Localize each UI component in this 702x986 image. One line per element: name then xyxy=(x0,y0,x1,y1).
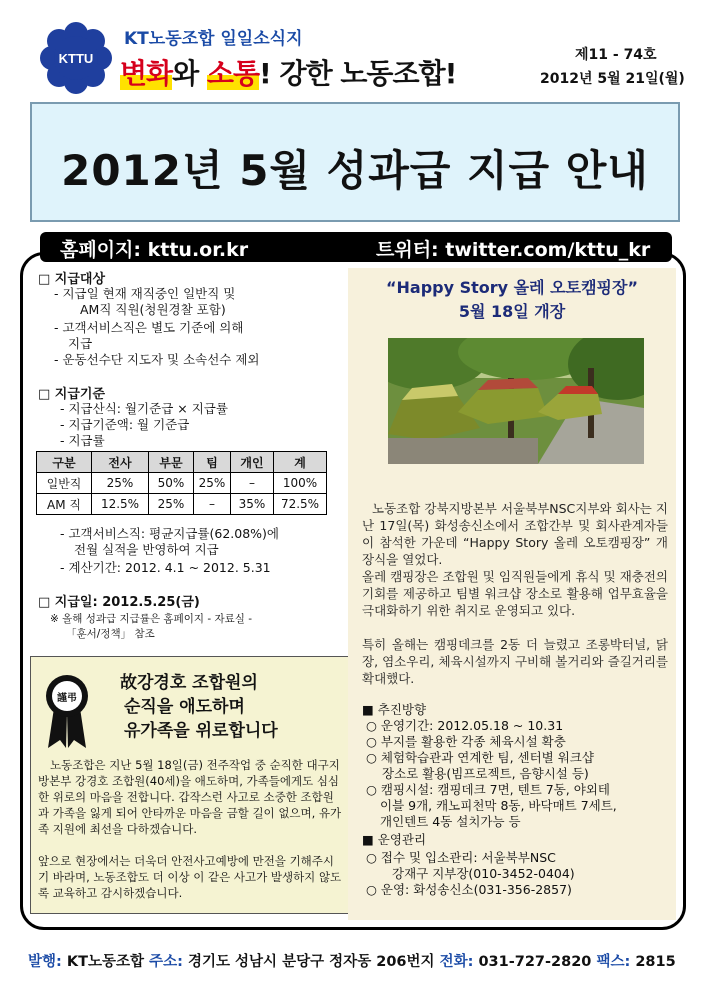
table-cell: 일반직 xyxy=(37,473,92,494)
camping-paragraph: 특히 올해는 캠핑데크를 2동 더 늘렸고 조롱박터널, 닭장, 염소우리, 체육시설까지 구비해 볼거리와 즐길거리를 확대했다. xyxy=(362,637,668,686)
table-cell: 50% xyxy=(149,473,194,494)
table-cell: 12.5% xyxy=(92,494,149,515)
table-header: 부문 xyxy=(149,452,194,473)
kttu-logo xyxy=(40,22,112,94)
eligibility-item: AM직 직원(청원경찰 포함) xyxy=(80,302,226,317)
slogan-rest: ! 강한 노동조합! xyxy=(259,57,457,90)
direction-item: ○ 체험학습관과 연계한 팀, 센터별 워크샵 xyxy=(366,750,594,765)
table-cell: 72.5% xyxy=(274,494,327,515)
table-cell: 35% xyxy=(231,494,274,515)
footer xyxy=(28,950,676,971)
slogan xyxy=(120,52,456,92)
criteria-item: 전월 실적을 반영하여 지급 xyxy=(74,542,219,557)
table-cell: – xyxy=(194,494,231,515)
management-item: ○ 접수 및 입소관리: 서울북부NSC xyxy=(366,850,556,865)
direction-item: 이블 9개, 캐노피천막 8동, 바닥매트 7세트, xyxy=(380,798,617,813)
footer-publisher: KT노동조합 xyxy=(66,954,145,970)
section-criteria-title: □ 지급기준 xyxy=(38,387,106,402)
footer-phone: 031-727-2820 xyxy=(478,954,592,970)
criteria-item: - 지급률 xyxy=(60,433,105,448)
criteria-item: - 고객서비스직: 평균지급률(62.08%)에 xyxy=(60,526,279,541)
memorial-body: 노동조합은 지난 5월 18일(금) 전주작업 중 순직한 대구지방본부 강경호 조합원(40세)을 애도하며, 가족들에게도 심심한 위로의 마음을 전합니다. 갑작스런 사고로 소중한 조합원과 가족을 잃게 되어 안타까운 마음을 금할 길이 없으며, 유가족 지원에 최선을 다하겠습니다. xyxy=(38,758,342,836)
camping-title-line: 5월 18일 개장 xyxy=(458,302,566,321)
management-item: 강재구 지부장(010-3452-0404) xyxy=(392,866,575,881)
eligibility-item: 지급 xyxy=(68,336,93,351)
twitter-link[interactable]: 트위터: twitter.com/kttu_kr xyxy=(376,239,651,261)
footer-label-phone: 전화: xyxy=(439,954,474,970)
paydate-note: ※ 올해 성과급 지급률은 홈페이지 - 자료실 - xyxy=(50,613,253,625)
paydate-note: 「훈서/정책」 참조 xyxy=(66,628,155,640)
criteria-item: - 지급산식: 월기준급 × 지급률 xyxy=(60,401,228,416)
table-cell: 25% xyxy=(149,494,194,515)
issue-date: 2012년 5월 21일(월) xyxy=(540,71,685,87)
footer-label-address: 주소: xyxy=(149,954,183,970)
homepage-link[interactable]: 홈페이지: kttu.or.kr xyxy=(60,239,249,261)
memorial-title-line: 유가족을 위로합니다 xyxy=(124,721,278,741)
footer-label-fax: 팩스: xyxy=(596,954,631,970)
table-header: 개인 xyxy=(231,452,274,473)
direction-item: ○ 부지를 활용한 각종 체육시설 확충 xyxy=(366,734,566,749)
main-title: 2012년 5월 성과급 지급 안내 xyxy=(61,146,649,195)
camping-paragraph: 노동조합 강북지방본부 서울북부NSC지부와 회사는 지난 17일(목) 화성송신소에서 조합간부 및 회사관계자들이 참석한 가운데 “Happy Story 올레 오토캠핑장” 개장식을 열었다. xyxy=(362,501,668,567)
table-cell: – xyxy=(231,473,274,494)
section-paydate-title: □ 지급일: 2012.5.25(금) xyxy=(38,595,200,610)
ribbon-text: 謹弔 xyxy=(57,693,77,704)
newsletter-name: KT노동조합 일일소식지 xyxy=(124,29,303,49)
direction-item: 장소로 활용(빔프로젝트, 음향시설 등) xyxy=(382,766,589,781)
criteria-item: - 지급기준액: 월 기준급 xyxy=(60,417,190,432)
camping-title xyxy=(352,276,672,324)
direction-title: ■ 추진방향 xyxy=(362,702,427,717)
issue-number: 제11 - 74호 xyxy=(575,47,657,63)
footer-address: 경기도 성남시 분당구 정자동 206번지 xyxy=(187,954,435,970)
table-cell: AM 직 xyxy=(37,494,92,515)
memorial-body: 앞으로 현장에서는 더욱더 안전사고예방에 만전을 기해주시기 바라며, 노동조합도 더 이상 이 같은 사고가 발생하지 않도록 교육하고 감시하겠습니다. xyxy=(38,854,342,900)
footer-label-publisher: 발행: xyxy=(28,954,62,970)
table-header: 계 xyxy=(274,452,327,473)
criteria-item: - 계산기간: 2012. 4.1 ~ 2012. 5.31 xyxy=(60,560,271,575)
slogan-word-comm: 소통 xyxy=(206,57,260,90)
direction-item: 개인텐트 4동 설치가능 등 xyxy=(380,814,521,829)
memorial-title-line: 순직을 애도하며 xyxy=(124,697,245,717)
payment-rate-table xyxy=(36,451,327,515)
table-cell: 100% xyxy=(274,473,327,494)
table-header-row xyxy=(37,452,327,473)
eligibility-item: - 운동선수단 지도자 및 소속선수 제외 xyxy=(54,352,260,367)
campsite-photo xyxy=(388,338,644,464)
footer-fax: 2815 xyxy=(635,954,676,970)
management-item: ○ 운영: 화성송신소(031-356-2857) xyxy=(366,882,572,897)
table-header: 구분 xyxy=(37,452,92,473)
table-header: 전사 xyxy=(92,452,149,473)
eligibility-item: - 고객서비스직은 별도 기준에 의해 xyxy=(54,320,244,335)
logo-text: KTTU xyxy=(58,51,94,66)
table-row xyxy=(37,473,327,494)
mourning-ribbon-icon xyxy=(44,672,90,750)
direction-item: ○ 운영기간: 2012.05.18 ~ 10.31 xyxy=(366,718,564,733)
slogan-conj: 와 xyxy=(172,57,207,90)
table-cell: 25% xyxy=(92,473,149,494)
management-title: ■ 운영관리 xyxy=(362,832,427,847)
camping-title-line: “Happy Story 올레 오토캠핑장” xyxy=(386,278,638,297)
table-row xyxy=(37,494,327,515)
memorial-title-line: 故강경호 조합원의 xyxy=(120,673,258,693)
direction-item: ○ 캠핑시설: 캠핑데크 7면, 텐트 7동, 야외테 xyxy=(366,782,610,797)
slogan-word-change: 변화 xyxy=(120,57,173,90)
camping-paragraph: 올레 캠핑장은 조합원 및 임직원들에게 휴식 및 재충전의 기회를 제공하고 팀별 워크샵 장소로 활용해 업무효율을 극대화하기 위한 취지로 운영되고 있다. xyxy=(362,569,668,618)
table-cell: 25% xyxy=(194,473,231,494)
table-header: 팀 xyxy=(194,452,231,473)
eligibility-item: - 지급일 현재 재직중인 일반직 및 xyxy=(54,286,236,301)
payment-rate-table-wrap xyxy=(36,451,327,515)
section-eligibility-title: □ 지급대상 xyxy=(38,272,106,287)
